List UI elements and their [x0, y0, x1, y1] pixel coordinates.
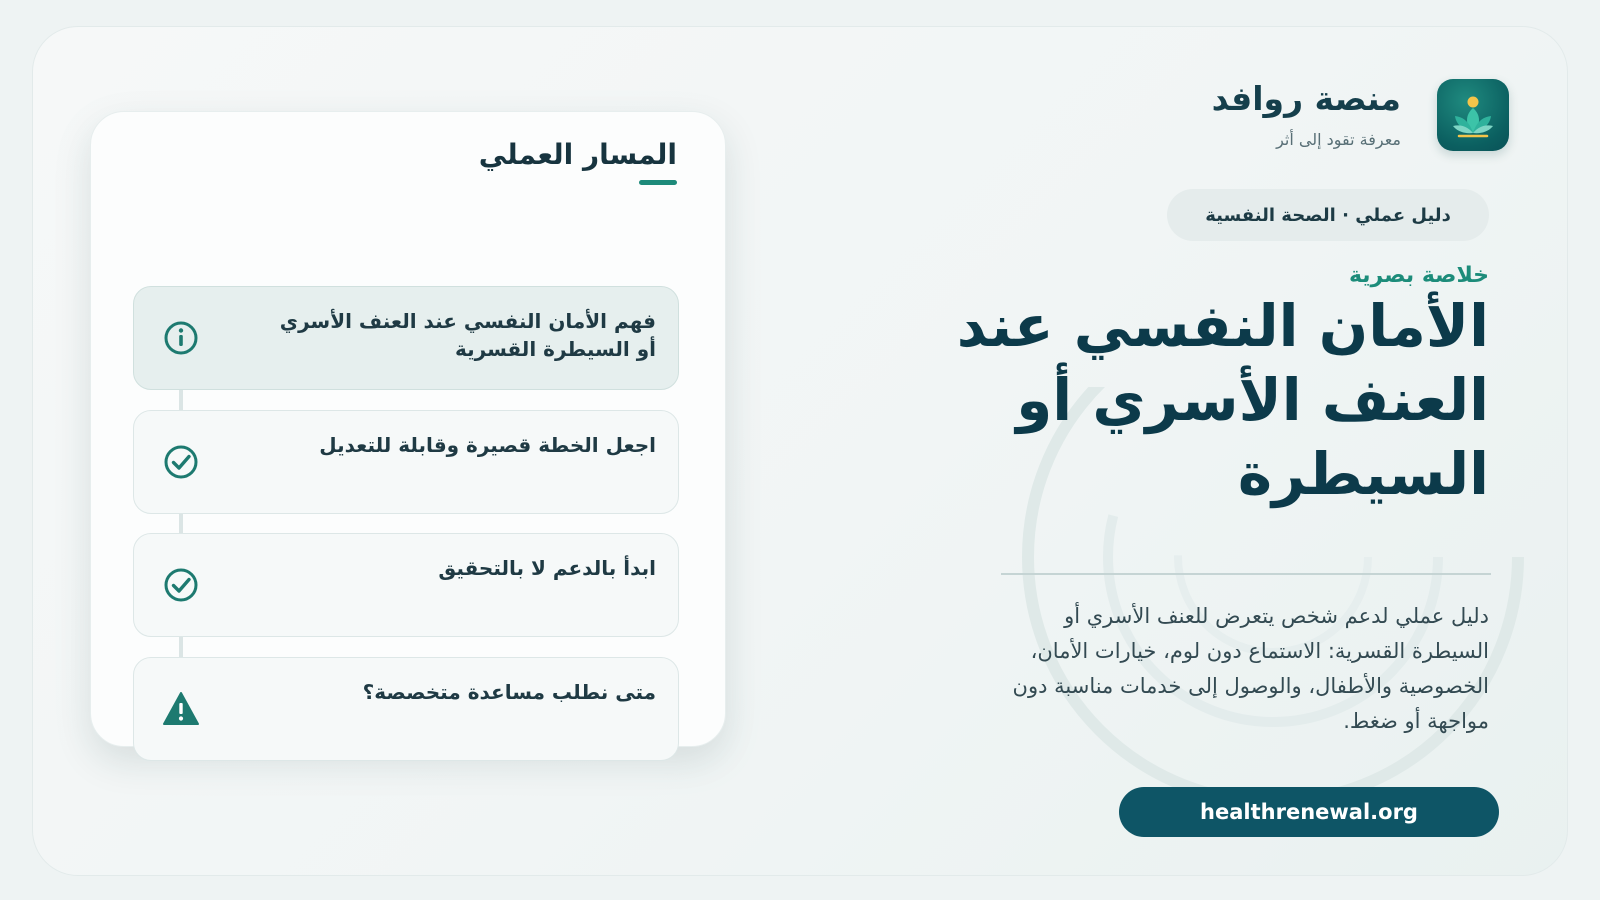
lotus-sun-icon: [1437, 79, 1509, 151]
check-circle-icon: [162, 443, 200, 481]
step-label: اجعل الخطة قصيرة وقابلة للتعديل: [319, 433, 656, 457]
step-item-4[interactable]: [133, 657, 679, 761]
step-label: ابدأ بالدعم لا بالتحقيق: [438, 556, 656, 580]
step-item-1[interactable]: [133, 286, 679, 390]
step-item-3[interactable]: [133, 533, 679, 637]
step-label: متى نطلب مساعدة متخصصة؟: [362, 680, 656, 704]
description: دليل عملي لدعم شخص يتعرض للعنف الأسري أو السيطرة القسرية: الاستماع دون لوم، خيارات الأمان، الخصوصية والأطفال، والوصول إلى خدمات مناسبة دون مواجهة أو ضغط.: [1012, 604, 1489, 733]
step-connector: [179, 636, 183, 658]
title-underline: [639, 180, 677, 185]
action-path-card: [90, 111, 726, 747]
step-label: فهم الأمان النفسي عند العنف الأسري أو السيطرة القسرية: [279, 309, 656, 361]
check-circle-icon: [162, 566, 200, 604]
warning-icon: [162, 690, 200, 728]
divider: [1001, 573, 1491, 575]
page-title: الأمان النفسي عند العنف الأسري أو السيطرة: [956, 292, 1489, 508]
category-pill: دليل عملي · الصحة النفسية: [1167, 189, 1489, 241]
step-connector: [179, 513, 183, 535]
step-connector: [179, 389, 183, 411]
brand-header: [1212, 79, 1509, 151]
website-link-button[interactable]: healthrenewal.org: [1119, 787, 1499, 837]
card-title: المسار العملي: [478, 138, 677, 171]
kicker-label: خلاصة بصرية: [1348, 263, 1489, 288]
brand-tagline: معرفة تقود إلى أثر: [1276, 129, 1401, 149]
brand-name: منصة روافد: [1211, 79, 1401, 119]
info-icon: [162, 319, 200, 357]
step-item-2[interactable]: [133, 410, 679, 514]
slide-frame: [32, 26, 1568, 876]
